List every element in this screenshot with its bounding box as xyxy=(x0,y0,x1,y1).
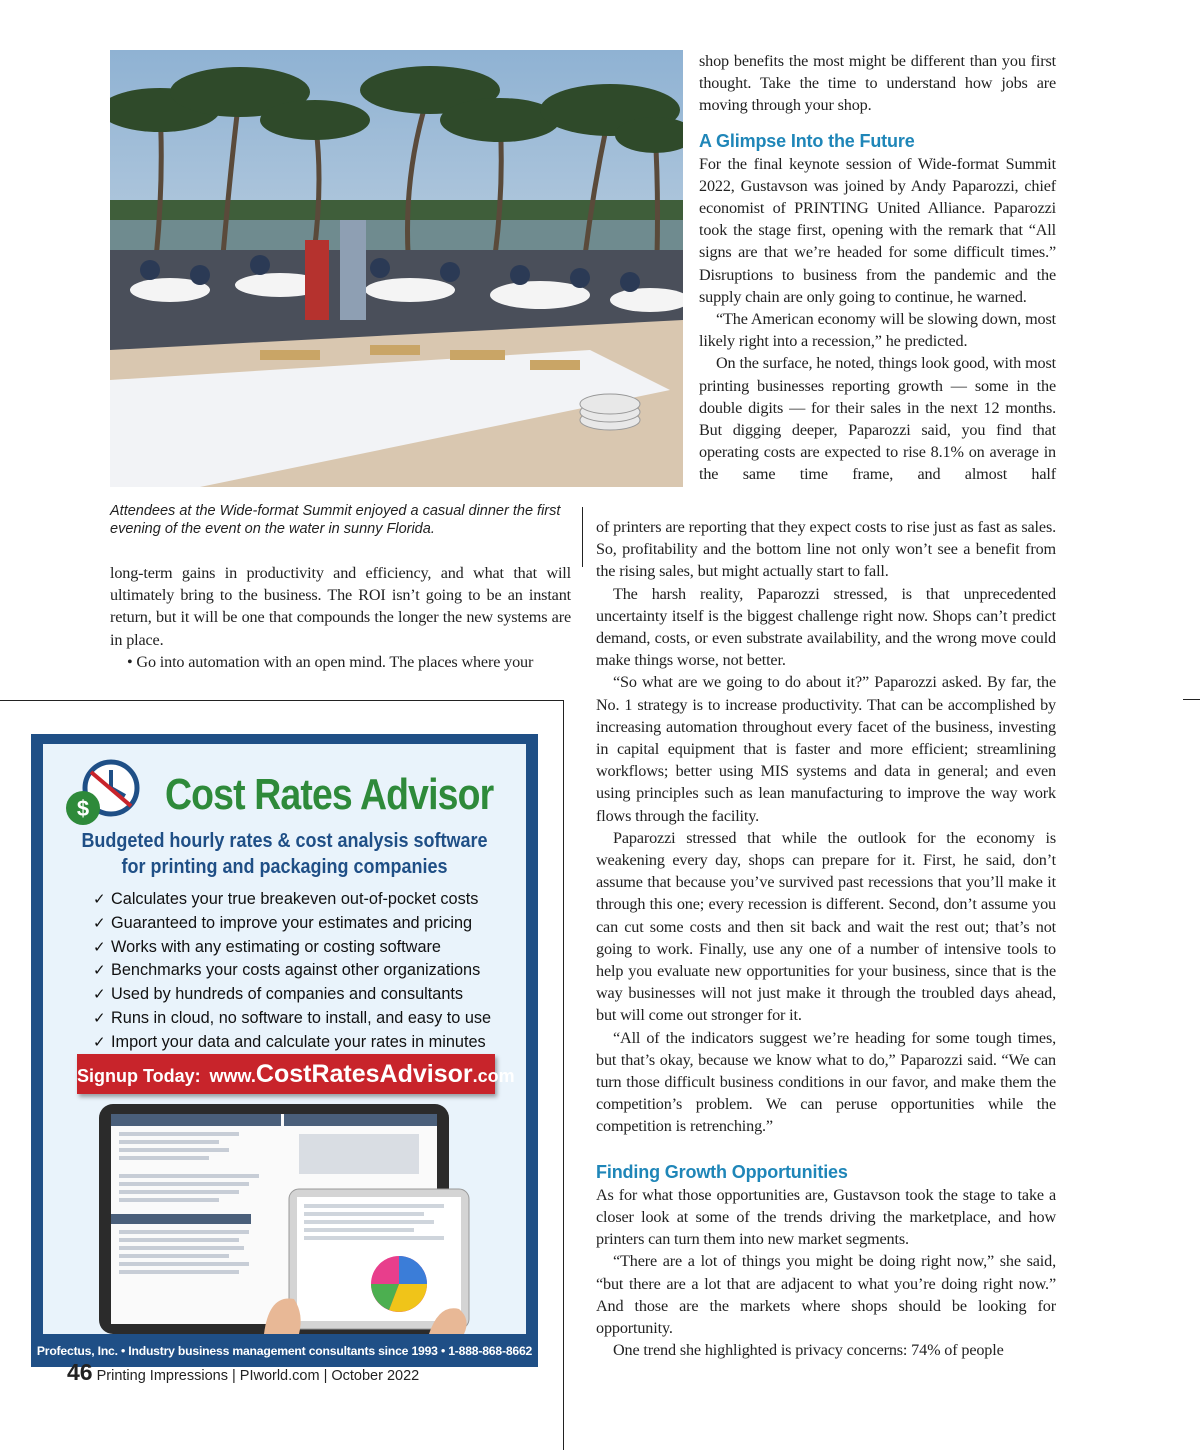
clock-dollar-icon xyxy=(63,758,143,828)
paragraph: long-term gains in productivity and efficiency, and what that will ultimately bring to the business. The ROI isn’t going to be an instant return, but it will be one that compounds the longer the new systems are in place. xyxy=(110,564,571,649)
event-photo xyxy=(110,50,683,487)
left-column xyxy=(110,562,571,673)
ad-feature: ✓ Works with any estimating or costing software xyxy=(93,936,491,960)
section-heading: A Glimpse Into the Future xyxy=(699,130,915,151)
checkmark-icon: ✓ xyxy=(93,1009,106,1027)
publication-info: Printing Impressions | PIworld.com | October 2022 xyxy=(96,1368,420,1384)
dinner-scene-illustration xyxy=(110,50,683,487)
checkmark-icon: ✓ xyxy=(93,891,106,908)
paragraph: One trend she highlighted is privacy concerns: 74% of people xyxy=(613,1341,1004,1360)
ad-subtitle-line: Budgeted hourly rates & cost analysis software xyxy=(81,830,488,852)
ad-feature-list xyxy=(93,888,491,1055)
page-number: 46 xyxy=(67,1359,93,1385)
ad-feature: ✓ Import your data and calculate your rates in minutes xyxy=(93,1031,491,1055)
bullet-item: • Go into automation with an open mind. The places where your xyxy=(127,652,534,671)
checkmark-icon: ✓ xyxy=(93,986,106,1004)
ad-title: Cost Rates Advisor xyxy=(165,770,494,819)
ad-feature: ✓ Used by hundreds of companies and consultants xyxy=(93,983,491,1007)
paragraph: The harsh reality, Paparozzi stressed, is that unprecedented uncertainty itself is the biggest challenge right now. Shops can’t predict demand, costs, or even substrate availability, and the wrong move could make things worse, not better. xyxy=(596,584,1056,670)
ad-feature: ✓ Calculates your true breakeven out-of-pocket costs xyxy=(93,888,491,912)
paragraph: “The American economy will be slowing down, most likely right into a recession,” he predicted. xyxy=(699,310,1056,351)
paragraph: As for what those opportunities are, Gustavson took the stage to take a closer look at some of the trends driving the marketplace, and how printers can turn them into new market segments. xyxy=(596,1185,1056,1249)
paragraph: of printers are reporting that they expect costs to rise just as fast as sales. So, profitability and the bottom line not only won’t see a benefit from the rising sales, but might actually start to fall. xyxy=(596,518,1056,581)
ad-divider-horizontal xyxy=(0,700,563,701)
photo-caption: Attendees at the Wide-format Summit enjoyed a casual dinner the first evening of the event on the water in sunny Florida. xyxy=(110,503,561,537)
ad-divider-vertical xyxy=(563,700,564,1450)
ad-footer: Profectus, Inc. • Industry business management consultants since 1993 • 1-888-868-8662 xyxy=(36,1344,533,1358)
right-column xyxy=(699,50,1056,486)
checkmark-icon: ✓ xyxy=(93,914,106,932)
ad-panel xyxy=(43,744,526,1334)
page-footer xyxy=(67,1359,419,1386)
ad-feature: ✓ Benchmarks your costs against other organizations xyxy=(93,959,491,983)
paragraph: “All of the indicators suggest we’re heading for some tough times, but that’s okay, because we know what to do,” Paparozzi said. “We can turn those difficult business conditions in our favor, and make them the competition’s problem. We can peruse opportunities while the competition is retrenching.” xyxy=(596,1028,1056,1136)
paragraph: shop benefits the most might be different than you first thought. Take the time to understand how jobs are moving through your shop. xyxy=(699,52,1056,115)
paragraph: Paparozzi stressed that while the outlook for the economy is weakening every day, shops can prepare for it. First, he said, don’t assume that because you’ve survived past recessions that you’ll make it through this one; every recession is different. Second, don’t assume you can cut some costs and then sit back and wait the rest out; that’s not going to work. Finally, use any one of a number of intensive tools to help you evaluate new opportunities for your business, since that is the way businesses will not just make it through the troubled days ahead, but will come out stronger for it. xyxy=(596,828,1056,1025)
signup-button[interactable]: Signup Today: www.CostRatesAdvisor.com xyxy=(77,1054,495,1094)
margin-tick xyxy=(1183,699,1200,700)
checkmark-icon: ✓ xyxy=(93,962,106,980)
checkmark-icon: ✓ xyxy=(93,938,106,956)
paragraph: For the final keynote session of Wide-format Summit 2022, Gustavson was joined by Andy Paparozzi, chief economist of PRINTING United Alliance. Paparozzi took the stage first, opening with the remark that “All signs are that we’re headed for some difficult times.” Disruptions to business from the pandemic and the supply chain are only going to continue, he warned. xyxy=(699,154,1056,306)
svg-text:$: $ xyxy=(76,796,90,821)
checkmark-icon: ✓ xyxy=(93,1033,106,1051)
ad-subtitle xyxy=(43,828,526,880)
column-divider xyxy=(582,507,583,567)
paragraph: “There are a lot of things you might be doing right now,” she said, “but there are a lot that are adjacent to what you’re doing right now.” And those are the markets where shops should be looking for opportunity. xyxy=(596,1252,1056,1337)
main-column xyxy=(596,516,1056,1361)
ad-subtitle-line: for printing and packaging companies xyxy=(121,856,448,878)
software-screenshot-image xyxy=(99,1104,489,1334)
paragraph: “So what are we going to do about it?” Paparozzi asked. By far, the No. 1 strategy is to increase productivity. That can be accomplished by increasing automation throughout every facet of the business, investing in capital equipment that is faster and more efficient; streamlining workflows; better using MIS systems and data in general; and even using principles such as lean manufacturing to improve the way work flows through the facility. xyxy=(596,673,1056,825)
paragraph: On the surface, he noted, things look good, with most printing businesses reporting growth — some in the double digits — for their sales in the next 12 months. But digging deeper, Paparozzi said, you find that operating costs are expected to rise 8.1% on average in the same time frame, and almost half xyxy=(699,354,1056,484)
ad-feature: ✓ Runs in cloud, no software to install, and easy to use xyxy=(93,1007,491,1031)
section-heading: Finding Growth Opportunities xyxy=(596,1161,848,1182)
advertisement[interactable] xyxy=(31,734,538,1367)
ad-feature: ✓ Guaranteed to improve your estimates and pricing xyxy=(93,912,491,936)
